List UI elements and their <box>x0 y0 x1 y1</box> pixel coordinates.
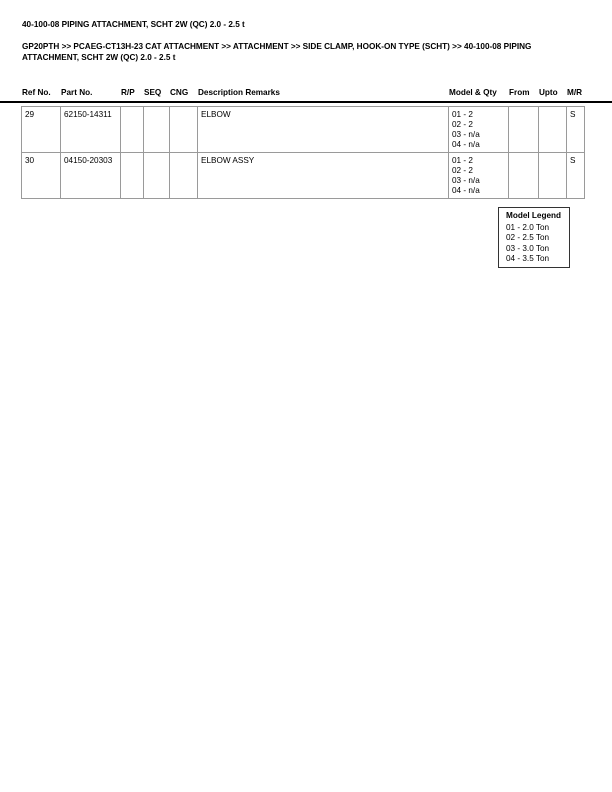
legend-item: 02 - 2.5 Ton <box>506 233 550 243</box>
cng-cell <box>170 153 198 199</box>
description-cell: ELBOW ASSY <box>198 153 449 199</box>
legend-item: 01 - 2.0 Ton <box>506 223 550 233</box>
part-no-cell: 04150-20303 <box>61 153 121 199</box>
table-row <box>22 107 585 153</box>
model-qty-line: 04 - n/a <box>452 140 480 149</box>
mr-cell: S <box>567 153 585 199</box>
seq-cell <box>144 153 170 199</box>
header-seq: SEQ <box>144 88 162 97</box>
legend-item: 03 - 3.0 Ton <box>506 243 550 253</box>
header-rp: R/P <box>121 88 135 97</box>
model-qty-line: 01 - 2 <box>452 110 473 119</box>
rp-cell <box>121 153 144 199</box>
table-row <box>22 153 585 199</box>
model-qty-cell <box>449 107 509 153</box>
header-part-no: Part No. <box>61 88 93 97</box>
header-from: From <box>509 88 530 97</box>
ref-no-cell: 30 <box>22 153 61 199</box>
from-cell <box>509 107 539 153</box>
model-qty-line: 03 - n/a <box>452 176 480 185</box>
page-title: 40-100-08 PIPING ATTACHMENT, SCHT 2W (QC) 2.0 - 2.5 t <box>22 20 245 29</box>
header-divider <box>0 101 612 103</box>
header-mr: M/R <box>567 88 583 97</box>
breadcrumb: GP20PTH >> PCAEG-CT13H-23 CAT ATTACHMENT >> ATTACHMENT >> SIDE CLAMP, HOOK-ON TYPE (SCHT) >> 40-100-08 PIPING ATTACHMENT, SCHT 2W (QC) 2.0 - 2.5 t <box>22 42 532 62</box>
upto-cell <box>539 153 567 199</box>
model-legend <box>498 207 570 268</box>
legend-item: 04 - 3.5 Ton <box>506 253 550 263</box>
header-ref-no: Ref No. <box>22 88 51 97</box>
rp-cell <box>121 107 144 153</box>
model-legend-title: Model Legend <box>506 211 562 220</box>
model-qty-cell <box>449 153 509 199</box>
upto-cell <box>539 107 567 153</box>
model-qty-line: 04 - n/a <box>452 186 480 195</box>
header-model-qty: Model & Qty <box>449 88 497 97</box>
header-cng: CNG <box>170 88 189 97</box>
seq-cell <box>144 107 170 153</box>
ref-no-cell: 29 <box>22 107 61 153</box>
header-description: Description Remarks <box>198 88 280 97</box>
model-qty-line: 01 - 2 <box>452 156 473 165</box>
part-no-cell: 62150-14311 <box>61 107 121 153</box>
cng-cell <box>170 107 198 153</box>
model-qty-line: 02 - 2 <box>452 120 473 129</box>
model-qty-line: 03 - n/a <box>452 130 480 139</box>
description-cell: ELBOW <box>198 107 449 153</box>
mr-cell: S <box>567 107 585 153</box>
model-qty-line: 02 - 2 <box>452 166 473 175</box>
parts-table <box>21 106 585 199</box>
header-upto: Upto <box>539 88 558 97</box>
from-cell <box>509 153 539 199</box>
